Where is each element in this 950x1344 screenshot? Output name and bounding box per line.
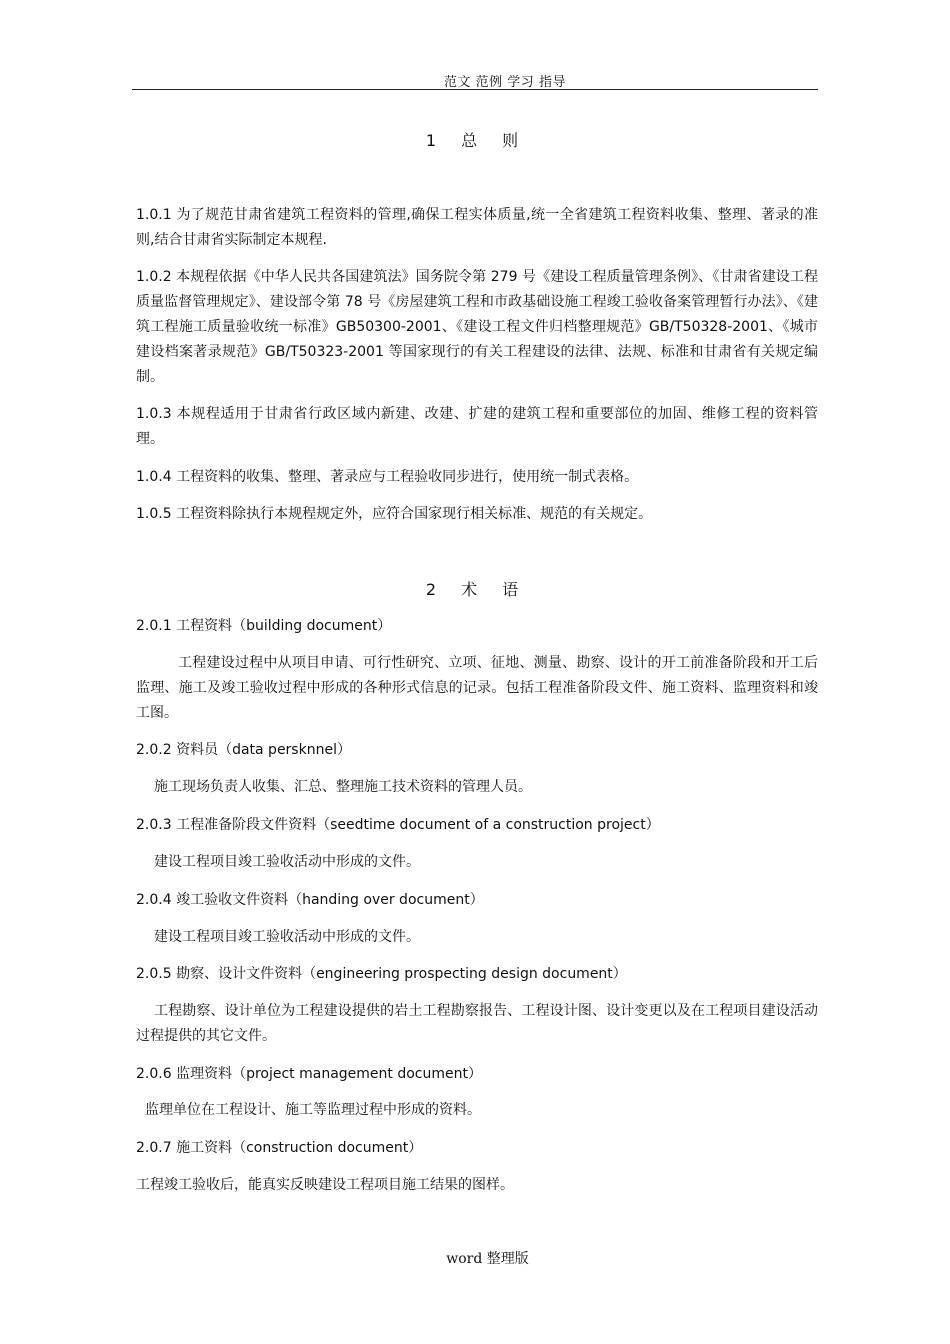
term-2-0-2-heading: 2.0.2 资料员（data persknnel） [136, 742, 351, 758]
term-2-0-3-desc: 建设工程项目竣工验收活动中形成的文件。 [154, 854, 420, 870]
chapter-2-title: 2 术 语 [425, 580, 529, 599]
chapter-1-title: 1 总 则 [425, 131, 529, 150]
page-footer: word 整理版 [446, 1251, 529, 1267]
clause-1-0-3: 1.0.3 本规程适用于甘肃省行政区域内新建、改建、扩建的建筑工程和重要部位的加固、维修工程的资料管理。 [136, 406, 818, 447]
term-2-0-7-desc: 工程竣工验收后，能真实反映建设工程项目施工结果的图样。 [136, 1177, 514, 1193]
term-2-0-1-heading: 2.0.1 工程资料（building document） [136, 618, 392, 634]
term-2-0-1-desc: 工程建设过程中从项目申请、可行性研究、立项、征地、测量、勘察、设计的开工前准备阶段和开工后监理、施工及竣工验收过程中形成的各种形式信息的记录。包括工程准备阶段文件、施工资料、监理资料和竣工图。 [136, 655, 818, 721]
term-2-0-5-desc: 工程勘察、设计单位为工程建设提供的岩土工程勘察报告、工程设计图、设计变更以及在工程项目建设活动过程提供的其它文件。 [136, 1003, 818, 1044]
header-text: 范文 范例 学习 指导 [444, 75, 566, 90]
clause-1-0-4: 1.0.4 工程资料的收集、整理、著录应与工程验收同步进行，使用统一制式表格。 [136, 469, 639, 485]
term-2-0-6-desc: 监理单位在工程设计、施工等监理过程中形成的资料。 [145, 1102, 481, 1118]
term-2-0-7-heading: 2.0.7 施工资料（construction document） [136, 1140, 423, 1156]
term-2-0-2-desc: 施工现场负责人收集、汇总、整理施工技术资料的管理人员。 [154, 779, 532, 795]
term-2-0-6-heading: 2.0.6 监理资料（project management document） [136, 1066, 482, 1082]
term-2-0-4-desc: 建设工程项目竣工验收活动中形成的文件。 [154, 929, 420, 945]
clause-1-0-5: 1.0.5 工程资料除执行本规程规定外，应符合国家现行相关标准、规范的有关规定。 [136, 506, 653, 522]
term-2-0-4-heading: 2.0.4 竣工验收文件资料（handing over document） [136, 892, 484, 908]
term-2-0-5-heading: 2.0.5 勘察、设计文件资料（engineering prospecting design document） [136, 966, 627, 982]
term-2-0-3-heading: 2.0.3 工程准备阶段文件资料（seedtime document of a construction project） [136, 817, 660, 833]
clause-1-0-2: 1.0.2 本规程依据《中华人民共各国建筑法》国务院令第 279 号《建设工程质量管理条例》、《甘肃省建设工程质量监督管理规定》、建设部令第 78 号《房屋建筑工程和市政基础设施工程竣工验收备案管理暂行办法》、《建筑工程施工质量验收统一标准》GB50300-2001、《建设工程文件归档整理规范》GB/T50328-2001、《城市建设档案著录规范》GB/T50323-2001 等国家现行的有关工程建设的法律、法规、标准和甘肃省有关规定编制。 [136, 269, 818, 385]
header-divider [132, 89, 818, 90]
clause-1-0-1: 1.0.1 为了规范甘肃省建筑工程资料的管理,确保工程实体质量,统一全省建筑工程资料收集、整理、著录的准则,结合甘肃省实际制定本规程. [136, 207, 818, 248]
